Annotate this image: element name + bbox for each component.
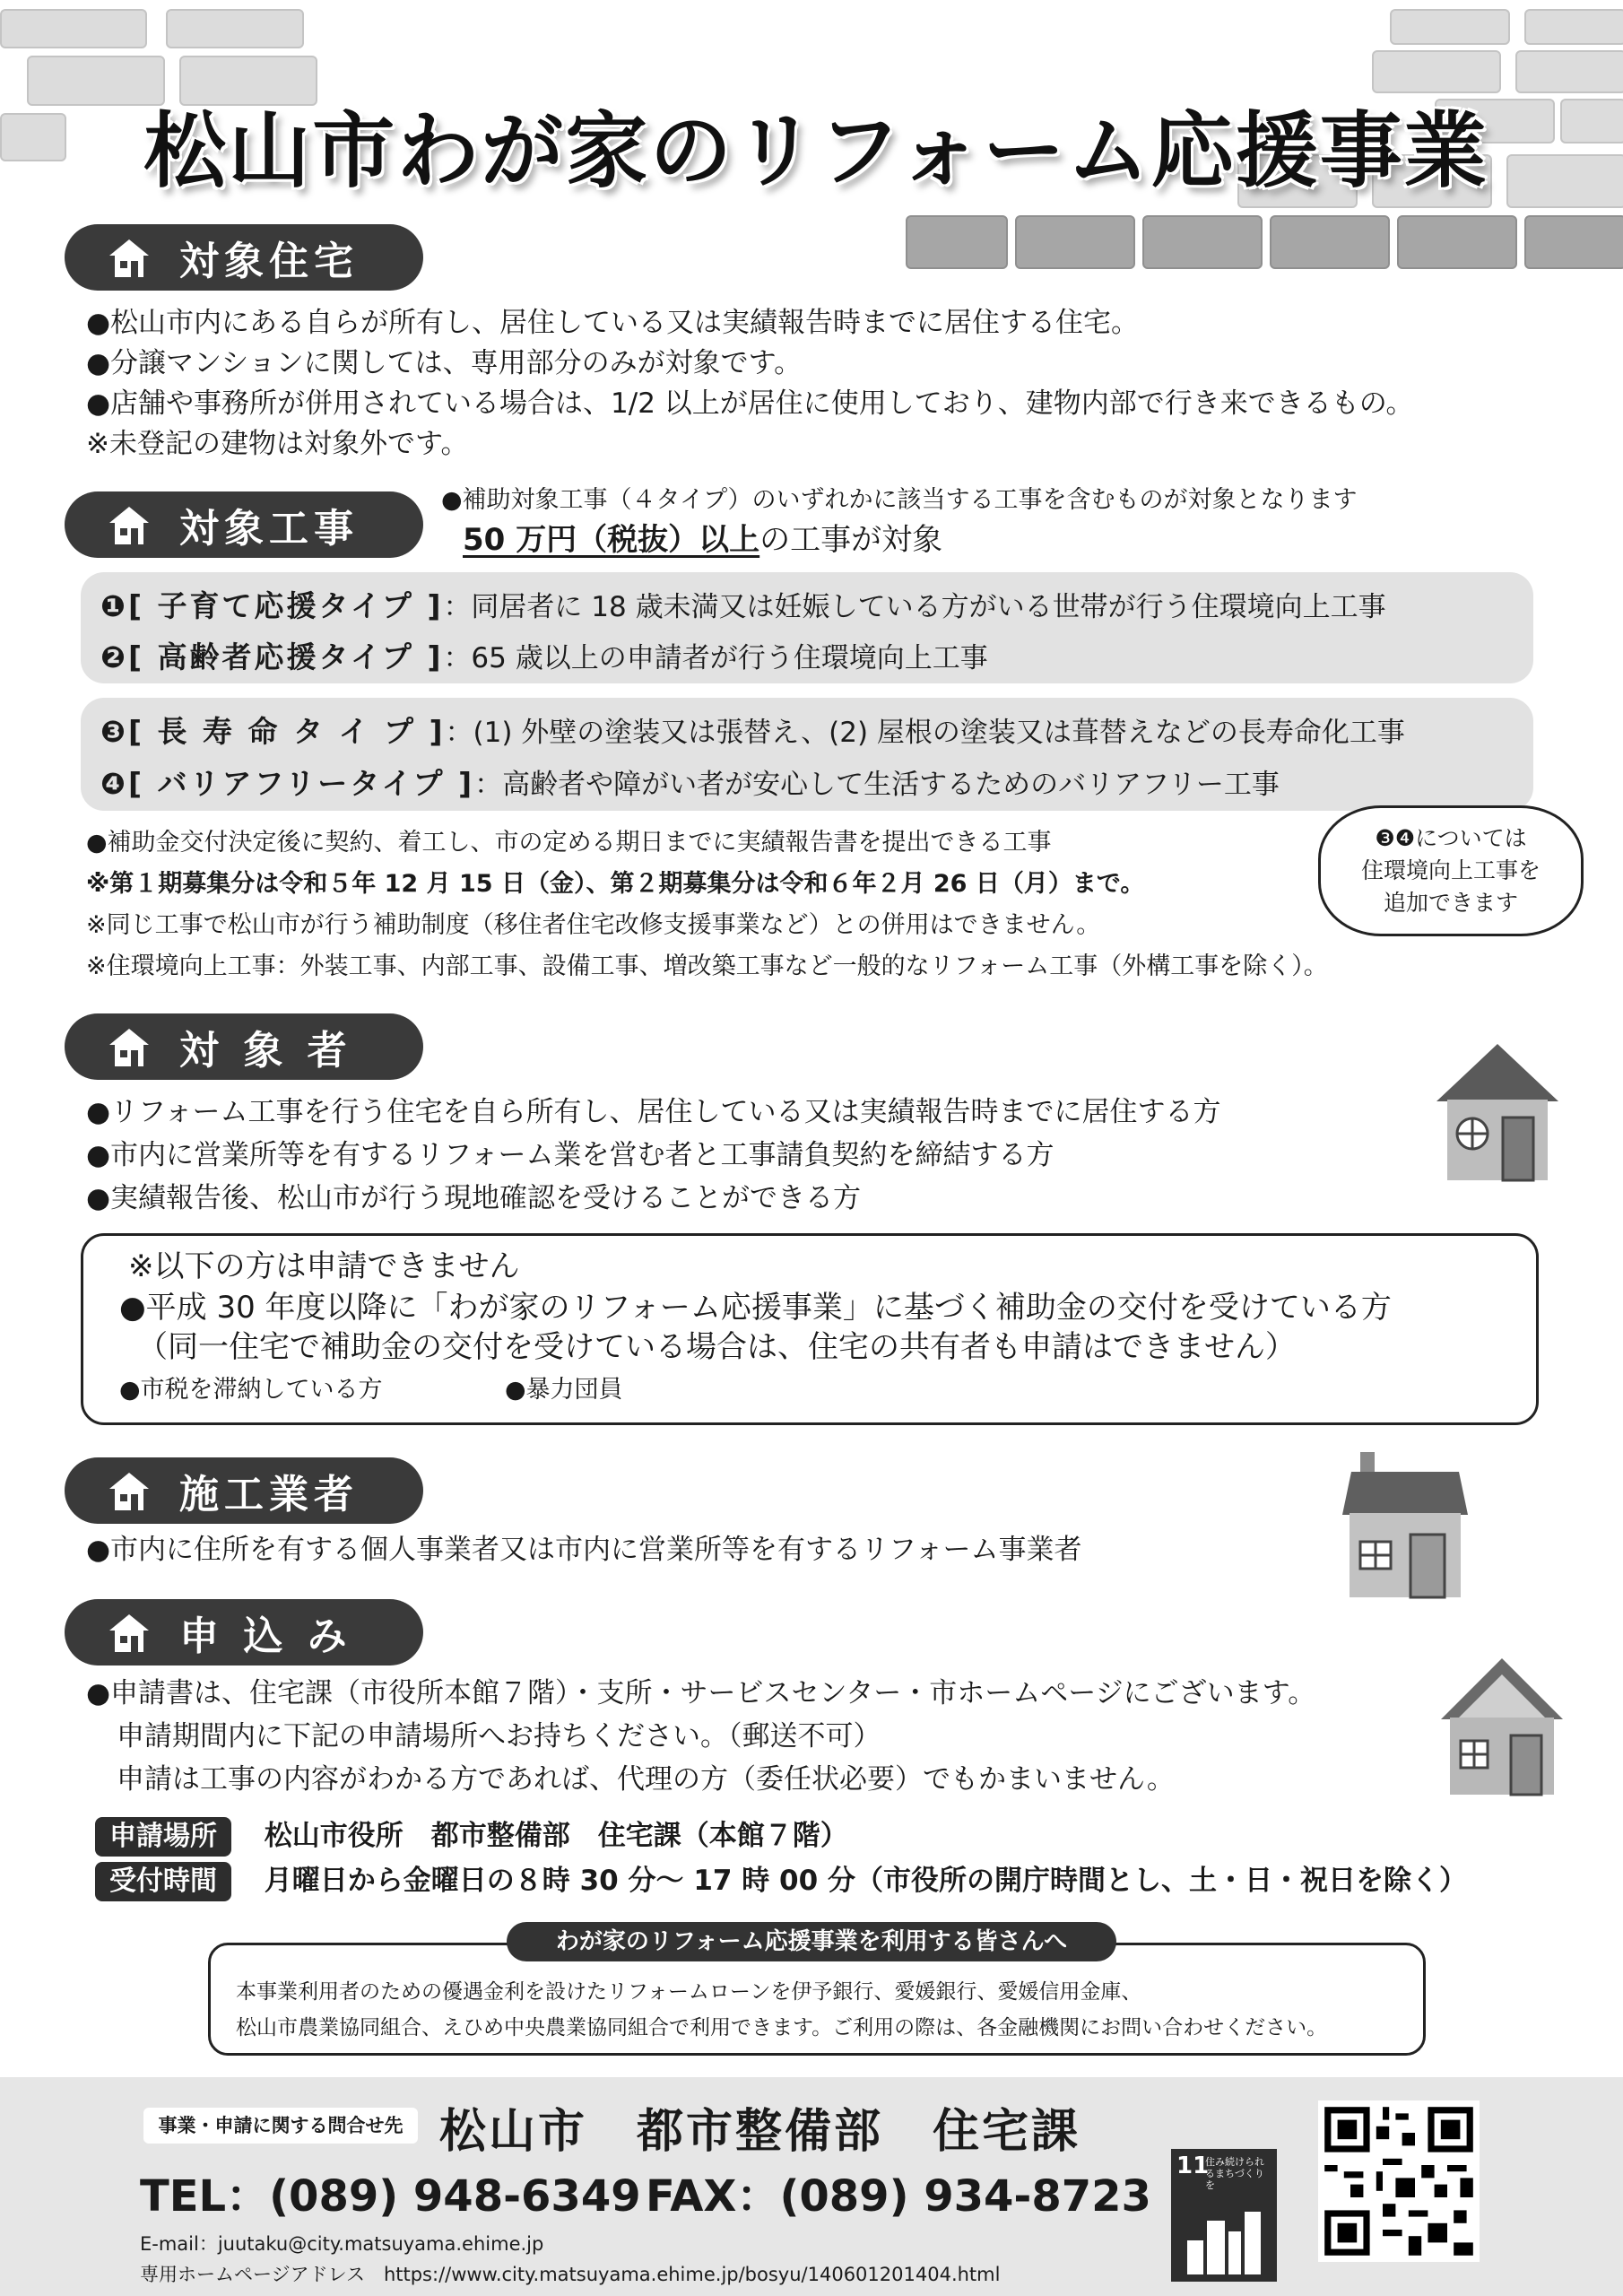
- list-item: ※未登記の建物は対象外です。: [86, 428, 469, 460]
- house-illustration: [1341, 1448, 1471, 1601]
- type-row: ❷[ 高齢者応援タイプ ]：65 歳以上の申請者が行う住環境向上工事: [100, 639, 988, 674]
- list-item: ●市内に営業所等を有するリフォーム業を営む者と工事請負契約を締結する方: [86, 1139, 1055, 1171]
- house-icon: [106, 501, 152, 548]
- type-row: ❹[ バリアフリータイプ ]：高齢者や障がい者が安心して生活するためのバリアフリー工事: [100, 766, 1280, 801]
- ineligible-box: ※以下の方は申請できません ●平成 30 年度以降に「わが家のリフォーム応援事業」に基づく補助金の交付を受けている方 （同一住宅で補助金の交付を受けている場合は、住宅の共有者も申請はできません） ●市税を滞納している方 ●暴力団員: [81, 1233, 1539, 1425]
- section-heading-apply: 申 込 み: [65, 1599, 423, 1665]
- apply-place-row: [95, 1817, 848, 1857]
- house-illustration: [1435, 1040, 1560, 1184]
- type-row: ❸[ 長 寿 命 タ イ プ ]：(1) 外壁の塗装又は張替え、(2) 屋根の塗装又は葺替えなどの長寿命化工事: [100, 714, 1405, 749]
- deadline-note: ※第１期募集分は令和５年 12 月 15 日（金）、第２期募集分は令和６年２月 26 日（月）まで。: [86, 870, 1145, 898]
- loan-notice-box: わが家のリフォーム応援事業を利用する皆さんへ 本事業利用者のための優遇金利を設けたリフォームローンを伊予銀行、愛媛銀行、愛媛信用金庫、 松山市農業協同組合、えひめ中央農業協同組合で利用できます。ご利用の際は、各金融機関にお問い合わせください。: [208, 1943, 1426, 2056]
- footer: [0, 2077, 1623, 2296]
- qr-code[interactable]: [1318, 2100, 1480, 2262]
- work-condition: ●補助金交付決定後に契約、着工し、市の定める期日までに実績報告書を提出できる工事: [86, 829, 1052, 857]
- apply-hours-row: [95, 1862, 1467, 1901]
- list-item: ●リフォーム工事を行う住宅を自ら所有し、居住している又は実績報告時までに居住する方: [86, 1096, 1221, 1128]
- list-item: ●申請書は、住宅課（市役所本館７階）・支所・サービスセンター・市ホームページにございます。: [86, 1677, 1316, 1709]
- section-heading-eligible: 対 象 者: [65, 1013, 423, 1080]
- note: ※住環境向上工事：外装工事、内部工事、設備工事、増改築工事など一般的なリフォーム工事（外構工事を除く）。: [86, 952, 1328, 980]
- contact-label: 事業・申請に関する問合せ先: [143, 2108, 418, 2144]
- section-heading-contractor: 施工業者: [65, 1457, 423, 1524]
- list-item: 申請期間内に下記の申請場所へお持ちください。（郵送不可）: [117, 1720, 881, 1752]
- department-name: 松山市 都市整備部 住宅課: [439, 2105, 1081, 2159]
- threshold: 50 万円（税抜）以上の工事が対象: [463, 522, 943, 558]
- type-row: ❶[ 子育て応援タイプ ]：同居者に 18 歳未満又は妊娠している方がいる世帯が行う住環境向上工事: [100, 588, 1386, 623]
- speech-bubble: ❸❹については 住環境向上工事を 追加できます: [1318, 805, 1584, 936]
- loan-notice-heading: わが家のリフォーム応援事業を利用する皆さんへ: [507, 1922, 1116, 1961]
- section-heading-target-work: 対象工事: [65, 491, 423, 558]
- page-title: 松山市わが家のリフォーム応援事業: [143, 103, 1488, 199]
- homepage-link[interactable]: 専用ホームページアドレス https://www.city.matsuyama.ehime.jp/bosyu/140601201404.html: [140, 2264, 1001, 2285]
- house-illustration: [1439, 1655, 1565, 1798]
- tel-number: TEL：(089) 948-6349: [140, 2171, 641, 2222]
- apply-hours: 月曜日から金曜日の８時 30 分～ 17 時 00 分（市役所の開庁時間とし、土・日・祝日を除く）: [264, 1865, 1467, 1897]
- hours-tag: 受付時間: [95, 1862, 231, 1901]
- list-item: ●松山市内にある自らが所有し、居住している又は実績報告時までに居住する住宅。: [86, 307, 1140, 339]
- list-item: ●市内に住所を有する個人事業者又は市内に営業所等を有するリフォーム事業者: [86, 1534, 1082, 1566]
- section-heading-target-housing: 対象住宅: [65, 224, 423, 291]
- list-item: ●実績報告後、松山市が行う現地確認を受けることができる方: [86, 1182, 862, 1214]
- work-note: ●補助対象工事（４タイプ）のいずれかに該当する工事を含むものが対象となります: [441, 486, 1358, 514]
- list-item: 申請は工事の内容がわかる方であれば、代理の方（委任状必要）でもかまいません。: [117, 1763, 1175, 1796]
- house-icon: [106, 1023, 152, 1070]
- fax-number: FAX：(089) 934-8723: [646, 2171, 1151, 2222]
- house-icon: [106, 1467, 152, 1514]
- note: ※同じ工事で松山市が行う補助制度（移住者住宅改修支援事業など）との併用はできません。: [86, 911, 1101, 939]
- list-item: ●分譲マンションに関しては、専用部分のみが対象です。: [86, 347, 803, 379]
- apply-place: 松山市役所 都市整備部 住宅課（本館７階）: [264, 1820, 848, 1852]
- email-link[interactable]: E-mail：juutaku@city.matsuyama.ehime.jp: [140, 2233, 544, 2255]
- list-item: ●店舗や事務所が併用されている場合は、1/2 以上が居住に使用しており、建物内部で行き来できるもの。: [86, 387, 1414, 420]
- house-icon: [106, 234, 152, 281]
- sdg-11-icon: 11 住み続けられるまちづくりを: [1171, 2149, 1277, 2282]
- place-tag: 申請場所: [95, 1817, 231, 1857]
- house-icon: [106, 1609, 152, 1656]
